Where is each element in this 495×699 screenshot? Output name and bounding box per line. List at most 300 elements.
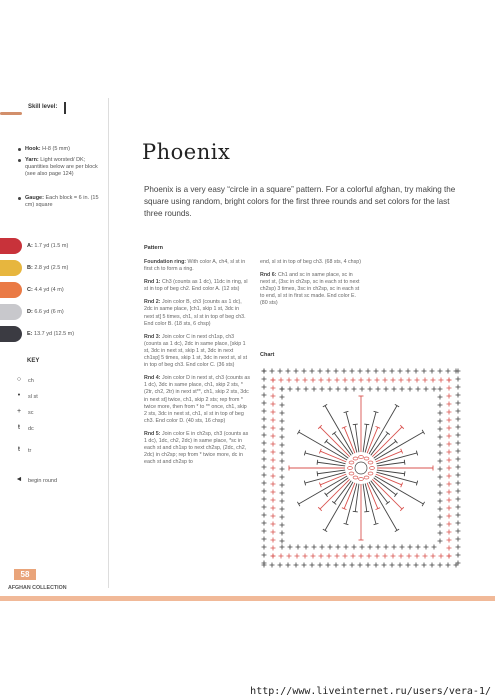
crochet-chart (258, 365, 464, 571)
sc-mark (271, 538, 276, 543)
pattern-step: Rnd 3: Join color C in next ch1sp, ch3 (counts as 1 dc), 2dc in same place, [skip 1 st, 3dc in next st, skip 1 st, 3dc in next ch1sp] 5 times, skip 1 st, 3dc in next st, sl st in top of beg ch3. End color C. (36 sts) (144, 333, 248, 369)
sc-mark (438, 483, 443, 488)
sc-mark (456, 465, 461, 470)
sc-mark (359, 554, 364, 559)
sc-mark (343, 554, 348, 559)
sc-mark (447, 554, 452, 559)
key-item (14, 392, 104, 404)
sc-mark (384, 545, 389, 550)
sc-mark (383, 554, 388, 559)
sc-mark (262, 385, 267, 390)
dc-top-mark (325, 439, 328, 443)
ch-mark (368, 461, 373, 464)
page-number: 58 (14, 569, 36, 580)
sc-mark (367, 378, 372, 383)
sc-mark (342, 563, 347, 568)
sc-mark (407, 554, 412, 559)
color-swatch-label: A: 1.7 yd (1.5 m) (27, 243, 69, 249)
sc-mark (456, 417, 461, 422)
sc-mark (262, 457, 267, 462)
sc-mark (270, 563, 275, 568)
sc-mark (271, 418, 276, 423)
sc-mark (359, 378, 364, 383)
sc-mark (438, 459, 443, 464)
sc-mark (286, 369, 291, 374)
sc-mark (392, 387, 397, 392)
dc-top-mark (344, 523, 349, 524)
sc-mark (271, 546, 276, 551)
stitch-symbol-icon: ○ (16, 376, 22, 383)
sc-mark (280, 443, 285, 448)
skill-level (0, 102, 108, 116)
sc-mark (312, 545, 317, 550)
collection-label: AFGHAN COLLECTION (8, 585, 67, 591)
sc-mark (271, 434, 276, 439)
sc-mark (447, 546, 452, 551)
sc-mark (262, 473, 267, 478)
sc-mark (280, 435, 285, 440)
stitch-symbol-icon: ŧ (18, 424, 20, 431)
sc-mark (447, 498, 452, 503)
sc-mark (271, 498, 276, 503)
ch-mark (370, 467, 375, 470)
sc-mark (408, 545, 413, 550)
sc-mark (447, 506, 452, 511)
sidebar (0, 90, 108, 602)
sc-mark (414, 563, 419, 568)
sc-mark (456, 393, 461, 398)
dc-top-mark (353, 511, 358, 512)
sc-mark (287, 554, 292, 559)
key-label: dc (28, 426, 34, 432)
dc-mark (365, 483, 376, 524)
pattern-step: end, sl st in top of beg ch3. (68 sts, 4 chsp) (260, 259, 361, 265)
dc-mark (320, 479, 350, 509)
dc-top-mark (394, 439, 397, 443)
sc-mark (280, 411, 285, 416)
sc-mark (438, 419, 443, 424)
sc-mark (319, 554, 324, 559)
sc-mark (296, 545, 301, 550)
sc-mark (336, 545, 341, 550)
sc-mark (438, 395, 443, 400)
sc-mark (383, 378, 388, 383)
sc-mark (431, 554, 436, 559)
key-item (14, 376, 104, 388)
sc-mark (400, 387, 405, 392)
dc-top-mark (404, 471, 405, 476)
sc-mark (447, 514, 452, 519)
key-label: sl st (28, 394, 38, 400)
dc-mark (299, 476, 347, 504)
sc-mark (262, 545, 267, 550)
sc-mark (430, 563, 435, 568)
sc-mark (456, 505, 461, 510)
sc-mark (358, 563, 363, 568)
sc-mark (438, 369, 443, 374)
page-title: Phoenix (142, 140, 231, 164)
sc-mark (262, 505, 267, 510)
sc-mark (432, 545, 437, 550)
sc-mark (447, 538, 452, 543)
dc-mark (346, 483, 357, 524)
sc-mark (398, 369, 403, 374)
sc-mark (438, 451, 443, 456)
sc-mark (271, 514, 276, 519)
sc-mark (384, 387, 389, 392)
sc-mark (280, 499, 285, 504)
key-item (14, 408, 104, 420)
sc-mark (390, 369, 395, 374)
sc-mark (438, 443, 443, 448)
dc-mark (346, 412, 357, 453)
sc-mark (366, 369, 371, 374)
sc-mark (456, 457, 461, 462)
dc-mark (365, 412, 376, 453)
sc-mark (280, 387, 285, 392)
dc-mark (376, 472, 417, 483)
sc-mark (262, 377, 267, 382)
sc-mark (271, 522, 276, 527)
sc-mark (262, 521, 267, 526)
yarn-spec: Yarn: Light worsted/ DK; quantities below are per block (see also page 124) (25, 157, 103, 178)
dc-top-mark (416, 481, 417, 486)
color-swatch (0, 282, 22, 298)
sc-mark (302, 369, 307, 374)
source-url[interactable]: http://www.liveinternet.ru/users/vera-1/ (250, 686, 491, 697)
sc-mark (344, 387, 349, 392)
color-swatch (0, 304, 22, 320)
sc-mark (374, 369, 379, 374)
sc-mark (400, 545, 405, 550)
sc-mark (438, 387, 443, 392)
sc-mark (447, 394, 452, 399)
sc-mark (368, 387, 373, 392)
key-label: sc (28, 410, 34, 416)
dc-mark (372, 479, 402, 509)
sc-mark (279, 378, 284, 383)
sc-mark (430, 369, 435, 374)
sc-mark (280, 419, 285, 424)
sc-mark (303, 554, 308, 559)
sc-mark (416, 387, 421, 392)
sc-mark (271, 466, 276, 471)
dc-mark (305, 472, 346, 483)
dc-mark (305, 453, 346, 464)
sc-mark (447, 410, 452, 415)
dc-mark (372, 427, 402, 457)
pattern-heading: Pattern (144, 245, 163, 251)
ch-mark (359, 478, 364, 481)
sc-mark (447, 434, 452, 439)
sc-mark (456, 441, 461, 446)
sc-mark (262, 537, 267, 542)
sc-mark (456, 537, 461, 542)
sc-mark (374, 563, 379, 568)
stitch-symbol-icon: ◄ (15, 476, 23, 483)
sc-mark (295, 378, 300, 383)
sc-mark (424, 387, 429, 392)
sc-mark (271, 450, 276, 455)
sc-mark (262, 481, 267, 486)
sc-mark (280, 515, 285, 520)
sc-mark (352, 387, 357, 392)
sc-mark (416, 545, 421, 550)
dc-top-mark (325, 493, 328, 497)
sc-mark (439, 378, 444, 383)
sc-mark (294, 563, 299, 568)
pattern-step: Foundation ring: With color A, ch4, sl st in first ch to form a ring. (144, 259, 246, 273)
sc-mark (439, 554, 444, 559)
dc-top-mark (394, 493, 397, 497)
color-swatch (0, 326, 22, 342)
sc-mark (342, 369, 347, 374)
sc-mark (438, 475, 443, 480)
sc-mark (447, 530, 452, 535)
sc-mark (456, 433, 461, 438)
sc-mark (456, 481, 461, 486)
dc-mark (325, 406, 353, 454)
sc-mark (303, 378, 308, 383)
hook-icon (0, 112, 22, 115)
sc-mark (358, 369, 363, 374)
ch-mark (368, 472, 373, 475)
dc-top-mark (353, 424, 358, 425)
sc-mark (447, 458, 452, 463)
sc-mark (406, 563, 411, 568)
sc-mark (456, 401, 461, 406)
sc-mark (382, 369, 387, 374)
sc-mark (262, 393, 267, 398)
sc-mark (280, 427, 285, 432)
sc-mark (391, 554, 396, 559)
intro-paragraph: Phoenix is a very easy “circle in a square” pattern. For a colorful afghan, try making the square using random, bright colors for the first three rounds and set colors for the last three rounds. (144, 185, 456, 219)
color-swatch (0, 238, 22, 254)
sc-mark (456, 497, 461, 502)
dc-top-mark (386, 432, 390, 435)
sc-mark (271, 386, 276, 391)
sc-mark (438, 539, 443, 544)
sc-mark (456, 545, 461, 550)
sc-mark (456, 473, 461, 478)
sc-mark (270, 369, 275, 374)
sc-mark (327, 378, 332, 383)
hook-spec: Hook: H-8 (5 mm) (25, 146, 103, 153)
ch-mark (349, 472, 354, 475)
sc-mark (447, 378, 452, 383)
sc-mark (262, 401, 267, 406)
sc-mark (271, 474, 276, 479)
dc-top-mark (364, 511, 369, 512)
sc-mark (294, 369, 299, 374)
sc-mark (278, 563, 283, 568)
bullet-icon (18, 159, 21, 162)
sc-mark (422, 369, 427, 374)
sc-mark (320, 545, 325, 550)
pattern-left-column (144, 259, 250, 472)
sc-mark (312, 387, 317, 392)
sc-mark (271, 426, 276, 431)
sc-mark (296, 387, 301, 392)
sc-mark (319, 378, 324, 383)
sc-mark (304, 387, 309, 392)
sc-mark (287, 378, 292, 383)
dc-top-mark (364, 424, 369, 425)
key-label: ch (28, 378, 34, 384)
sc-mark (447, 482, 452, 487)
sc-mark (295, 554, 300, 559)
stitch-symbol-icon: • (17, 392, 21, 399)
sc-mark (447, 402, 452, 407)
dc-top-mark (374, 523, 379, 524)
color-swatch-label: D: 6.6 yd (6 m) (27, 309, 64, 315)
sc-mark (431, 378, 436, 383)
color-swatch-label: B: 2.8 yd (2.5 m) (27, 265, 69, 271)
sc-mark (438, 531, 443, 536)
color-swatch-label: E: 13.7 yd (12.5 m) (27, 331, 75, 337)
sc-mark (311, 378, 316, 383)
sc-mark (438, 499, 443, 504)
sc-mark (280, 483, 285, 488)
sc-mark (280, 545, 285, 550)
sc-mark (422, 563, 427, 568)
pattern-step: Rnd 4: Join color D in next st, ch3 (counts as 1 dc), 3dc in same place, ch1, skip 2 sts, *(2tr, ch2, 2tr) in next st**, ch1, skip 2 sts, 3dc in next st] twice, ch1, skip 2 sts; rep from * twice more, then from * to ** once, ch1, skip 2 sts, 3dc in next st, ch1, sl st in top of beg ch3. End color D. (40 sts, 16 chsp) (144, 375, 250, 424)
sc-mark (447, 426, 452, 431)
sc-mark (280, 395, 285, 400)
dc-top-mark (332, 432, 336, 435)
sc-mark (447, 442, 452, 447)
sc-mark (366, 563, 371, 568)
sc-mark (280, 475, 285, 480)
sc-mark (288, 545, 293, 550)
sc-mark (414, 369, 419, 374)
sc-mark (271, 482, 276, 487)
sc-mark (392, 545, 397, 550)
sc-mark (456, 529, 461, 534)
dc-mark (325, 482, 353, 530)
sc-mark (423, 378, 428, 383)
sc-mark (424, 545, 429, 550)
sc-mark (311, 554, 316, 559)
dc-mark (375, 476, 423, 504)
sc-mark (262, 417, 267, 422)
sc-mark (446, 369, 451, 374)
key-item (14, 424, 104, 436)
pattern-step: Rnd 1: Ch3 (counts as 1 dc), 11dc in ring, sl st in top of beg ch2. End color A. (12 sts) (144, 279, 248, 293)
sc-mark (271, 378, 276, 383)
sc-mark (376, 387, 381, 392)
sc-mark (350, 563, 355, 568)
sc-mark (280, 451, 285, 456)
dc-mark (320, 427, 350, 457)
sc-mark (351, 554, 356, 559)
sc-mark (382, 563, 387, 568)
sc-mark (262, 465, 267, 470)
sc-mark (326, 369, 331, 374)
dc-top-mark (304, 451, 305, 456)
sc-mark (447, 466, 452, 471)
sc-mark (262, 553, 267, 558)
sc-mark (326, 563, 331, 568)
sc-mark (446, 563, 451, 568)
sc-mark (447, 418, 452, 423)
pattern-step: Rnd 6: Ch1 and sc in same place, sc in next st, (3sc in ch2sp, sc in each st to next ch2sp) 3 times, 3sc in ch2sp, sc in each st to end, sl st in first sc made. End color E. (80 sts) (260, 272, 360, 307)
key-item (14, 476, 104, 488)
sc-mark (367, 554, 372, 559)
sc-mark (280, 523, 285, 528)
sc-mark (344, 545, 349, 550)
pattern-right-column (260, 259, 364, 314)
sc-mark (343, 378, 348, 383)
ch-mark (348, 467, 353, 470)
sc-mark (262, 441, 267, 446)
sc-mark (415, 378, 420, 383)
sc-mark (351, 378, 356, 383)
sc-mark (262, 433, 267, 438)
sc-mark (438, 403, 443, 408)
sc-mark (271, 490, 276, 495)
sc-mark (279, 554, 284, 559)
sc-mark (375, 554, 380, 559)
sc-mark (415, 554, 420, 559)
sc-mark (286, 563, 291, 568)
sc-mark (390, 563, 395, 568)
sc-mark (376, 545, 381, 550)
sc-mark (262, 425, 267, 430)
sc-mark (304, 545, 309, 550)
sc-mark (288, 387, 293, 392)
sc-mark (438, 491, 443, 496)
sc-mark (456, 513, 461, 518)
sc-mark (438, 467, 443, 472)
sc-mark (262, 489, 267, 494)
sc-mark (336, 387, 341, 392)
gauge-spec: Gauge: Each block = 6 in. (15 cm) square (25, 195, 103, 209)
sc-mark (406, 369, 411, 374)
sc-mark (262, 529, 267, 534)
stitch-symbol-icon: + (16, 408, 22, 415)
sc-mark (328, 545, 333, 550)
sc-mark (447, 474, 452, 479)
sc-mark (271, 410, 276, 415)
ch-mark (364, 457, 369, 460)
sc-mark (447, 386, 452, 391)
sc-mark (438, 427, 443, 432)
pattern-step: Rnd 5: Join color E in ch2sp, ch3 (counts as 1 dc), 1dc, ch2, 2dc) in same place, *sc in each st and ch1sp to next ch2sp, (2dc, ch2, 2dc) in ch2sp; rep from * twice more, dc in each st and ch2sp to (144, 430, 249, 466)
sc-mark (280, 467, 285, 472)
sc-mark (399, 554, 404, 559)
sc-mark (280, 403, 285, 408)
dc-top-mark (332, 501, 336, 504)
center-ring (355, 462, 367, 474)
sc-mark (352, 545, 357, 550)
key-item (14, 446, 104, 458)
footer-rule (0, 596, 495, 601)
ch-mark (349, 461, 354, 464)
sc-mark (438, 563, 443, 568)
sc-mark (271, 530, 276, 535)
sc-mark (262, 449, 267, 454)
sc-mark (280, 459, 285, 464)
sc-mark (271, 554, 276, 559)
sc-mark (456, 409, 461, 414)
sc-mark (310, 563, 315, 568)
sc-mark (423, 554, 428, 559)
sc-mark (280, 507, 285, 512)
ch-mark (359, 456, 364, 459)
color-swatch (0, 260, 22, 276)
sc-mark (408, 387, 413, 392)
